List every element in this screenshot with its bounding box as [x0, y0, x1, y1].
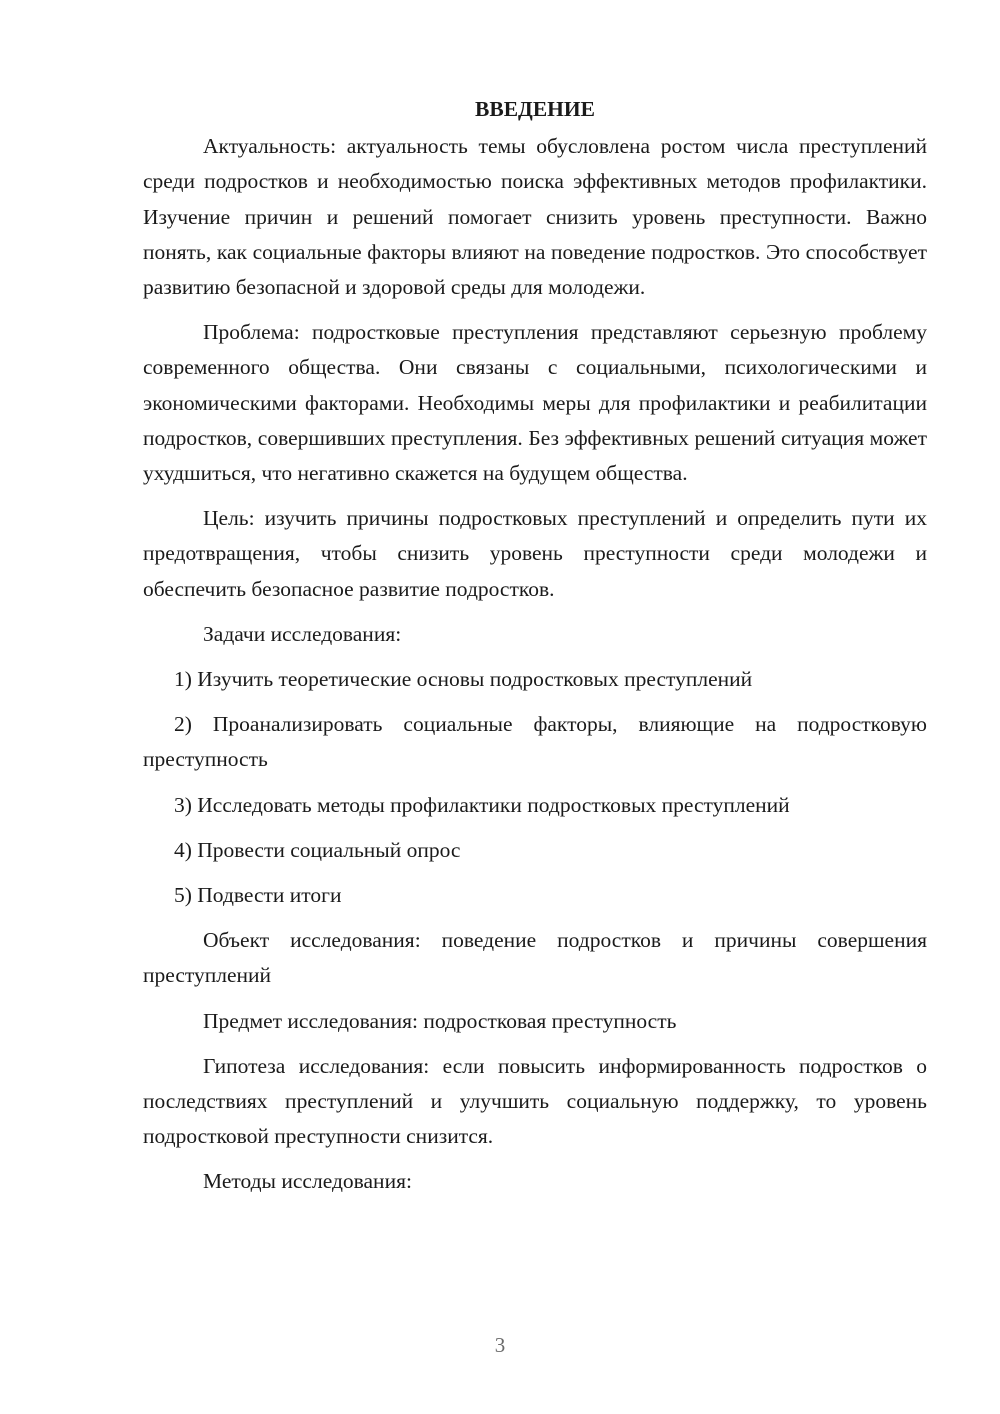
paragraph-relevance: Актуальность: актуальность темы обусловлена ростом числа преступлений среди подростков и необходимостью поиска эффективных методов профилактики. Изучение причин и решений помогает снизить уровень преступности. Важно понять, как социальные факторы влияют на поведение подростков. Это способствует развитию безопасной и здоровой среды для молодежи.	[143, 134, 927, 300]
page-number: 3	[494, 1333, 506, 1357]
task-item: 3) Исследовать методы профилактики подростковых преступлений	[174, 792, 790, 817]
methods-heading: Методы исследования:	[203, 1169, 412, 1194]
task-item: 4) Провести социальный опрос	[174, 837, 461, 862]
page-title: ВВЕДЕНИЕ	[475, 97, 595, 121]
paragraph-goal: Цель: изучить причины подростковых преступлений и определить пути их предотвращения, чтобы снизить уровень преступности среди молодежи и обеспечить безопасное развитие подростков.	[143, 506, 927, 601]
task-item: 2) Проанализировать социальные факторы, влияющие на подростковую преступность	[143, 712, 927, 772]
paragraph-subject: Предмет исследования: подростковая преступность	[203, 1008, 677, 1033]
tasks-heading: Задачи исследования:	[203, 621, 402, 646]
document-page	[143, 92, 927, 1210]
task-item: 1) Изучить теоретические основы подростковых преступлений	[174, 667, 753, 692]
paragraph-problem: Проблема: подростковые преступления представляют серьезную проблему современного общества. Они связаны с социальными, психологическими и экономическими факторами. Необходимы меры для профилактики и реабилитации подростков, совершивших преступления. Без эффективных решений ситуация может ухудшиться, что негативно скажется на будущем общества.	[143, 320, 927, 486]
task-item: 5) Подвести итоги	[174, 883, 342, 908]
paragraph-hypothesis: Гипотеза исследования: если повысить информированность подростков о последствиях преступлений и улучшить социальную поддержку, то уровень подростковой преступности снизится.	[143, 1053, 927, 1149]
paragraph-object: Объект исследования: поведение подростков и причины совершения преступлений	[143, 928, 927, 988]
